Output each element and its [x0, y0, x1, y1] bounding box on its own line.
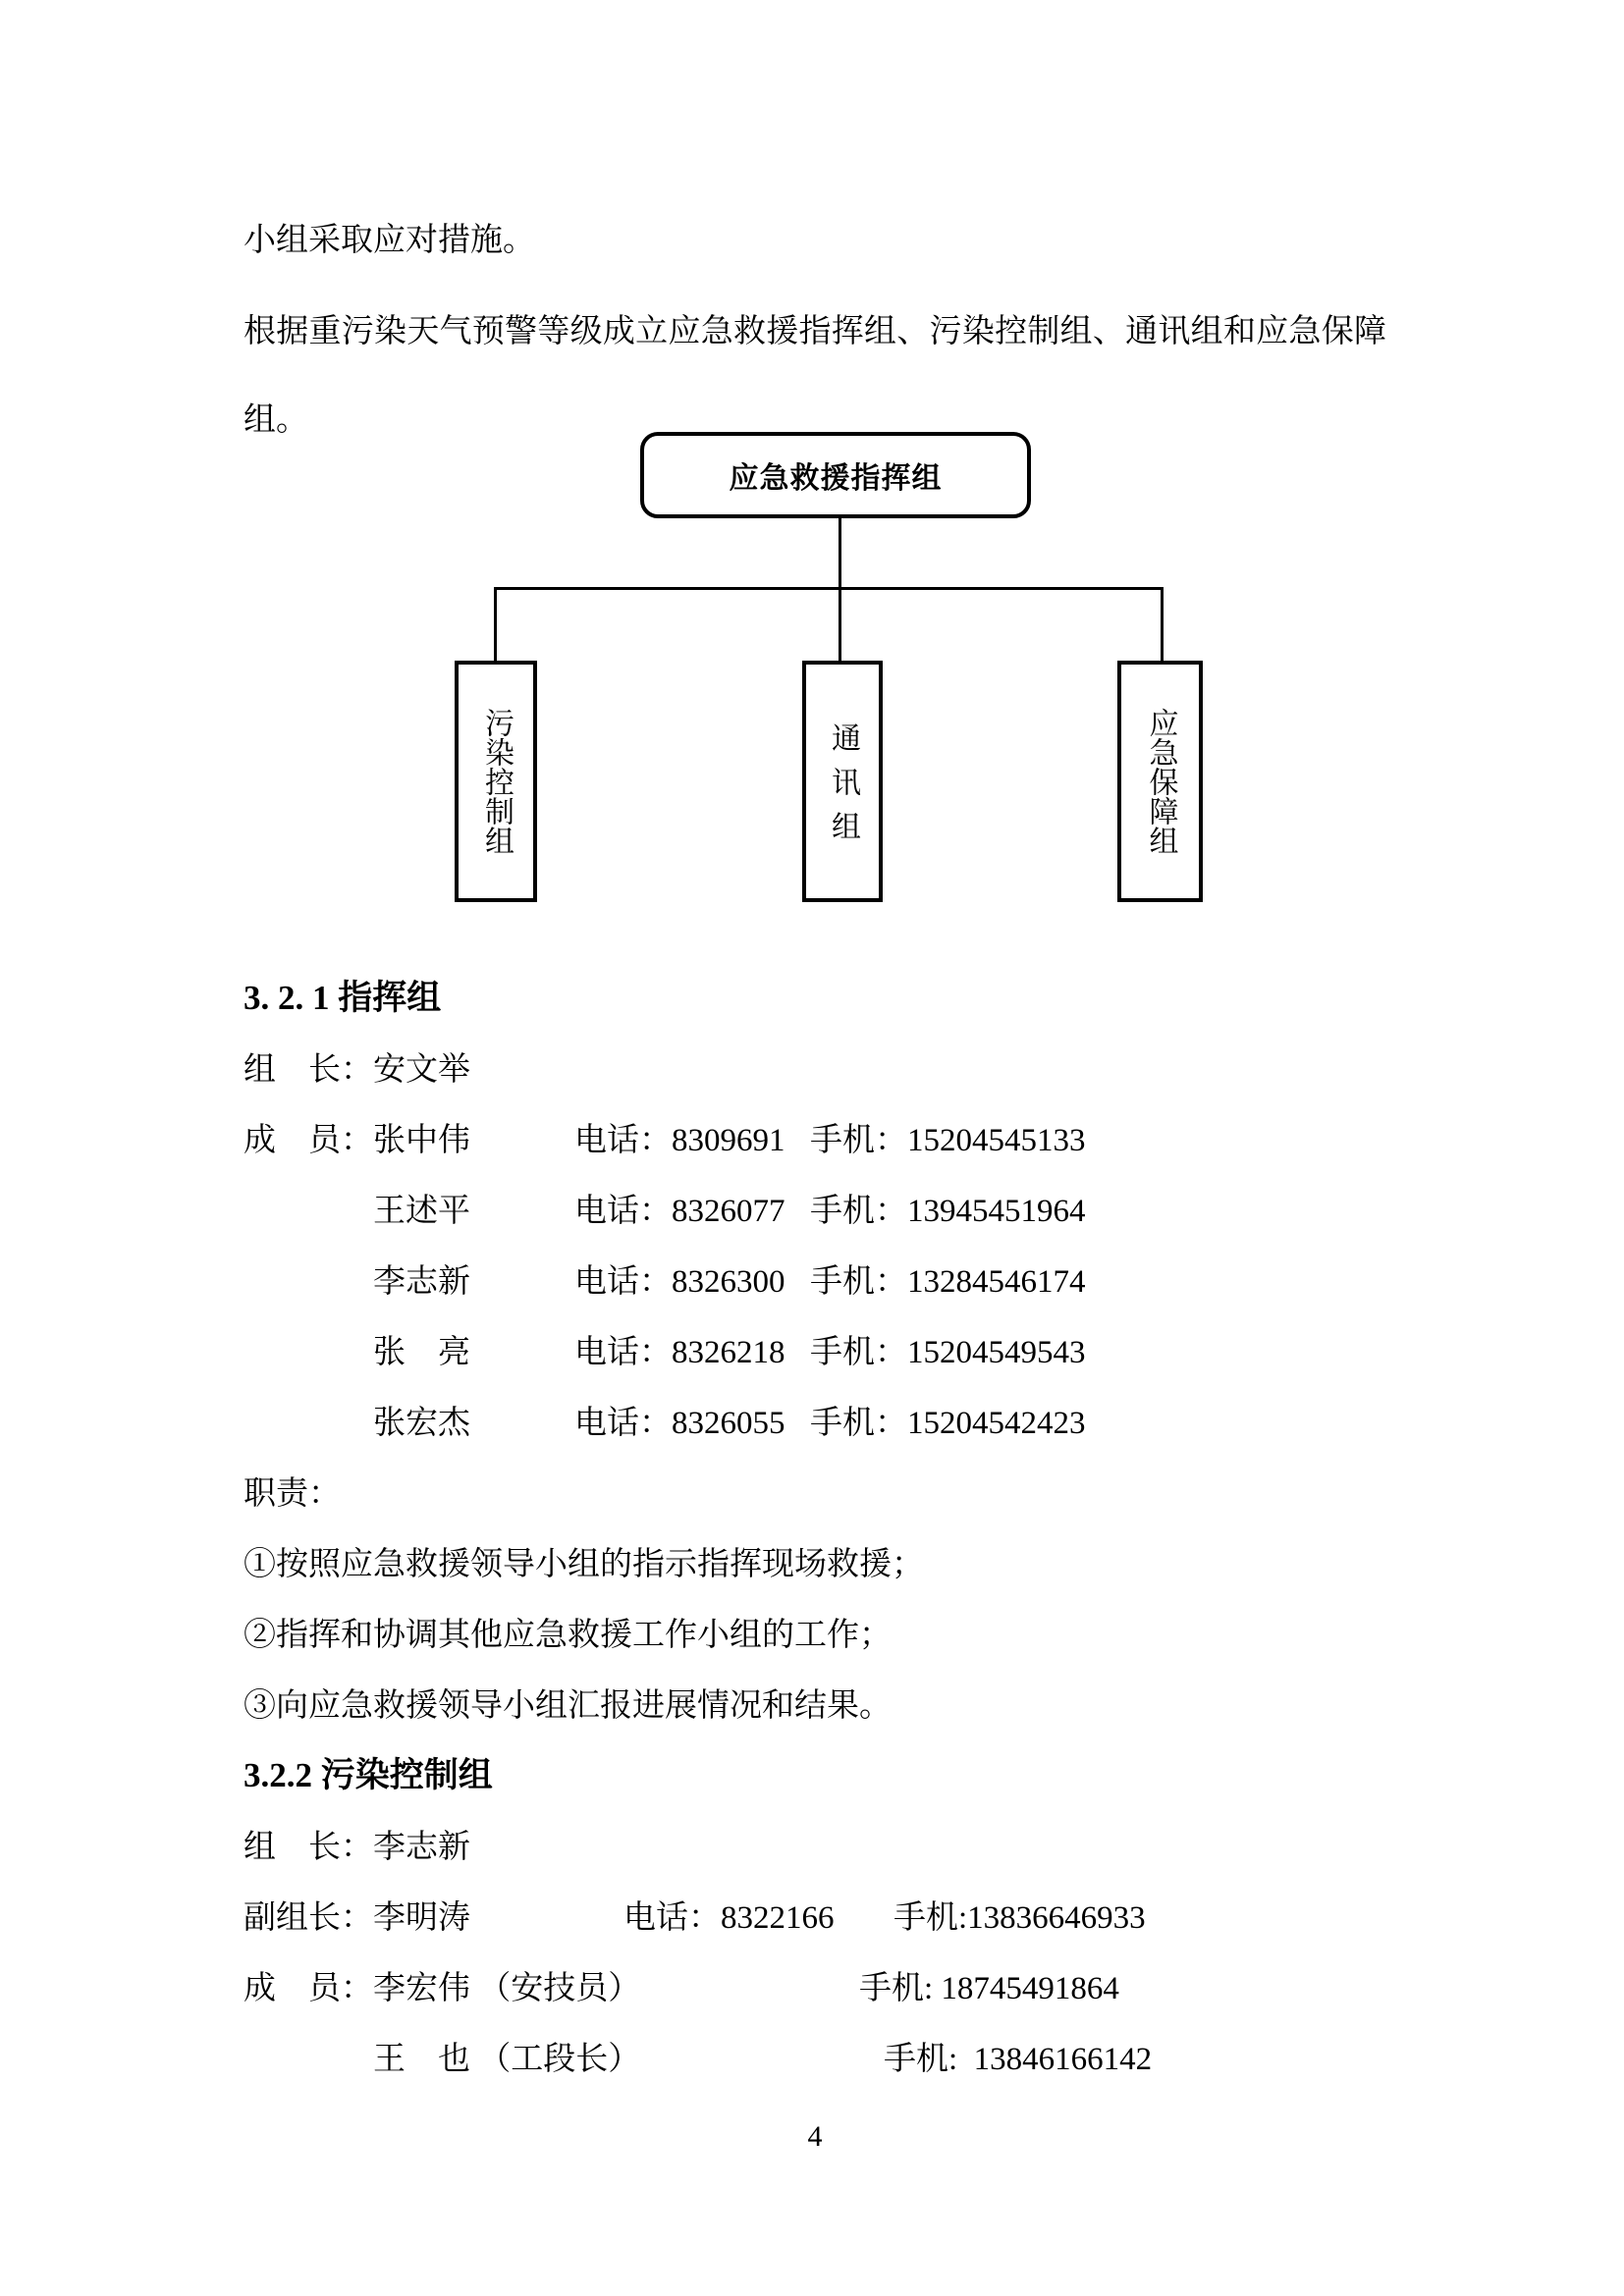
phone-number: 电话：8309691	[574, 1122, 785, 1158]
connector-drop-line	[839, 587, 841, 665]
contact-row	[244, 1172, 1386, 1243]
member-name: 李志新	[373, 1263, 470, 1300]
mobile-number: 手机：15204545133	[810, 1122, 1086, 1158]
contact-row	[244, 1384, 1386, 1455]
section-heading-text: 3.2.2 污染控制组	[244, 1756, 493, 1794]
member-name: 王 也 （工段长）	[373, 2041, 641, 2077]
connector-drop-line	[1161, 587, 1164, 665]
member-name: 张 亮	[373, 1334, 470, 1370]
mobile-number: 手机：13945451964	[810, 1193, 1086, 1229]
duty-row	[244, 1667, 1386, 1737]
mobile-number: 手机：15204549543	[810, 1334, 1086, 1370]
duty-item: ③向应急救援领导小组汇报进展情况和结果。	[244, 1687, 892, 1724]
intro-paragraph: 根据重污染天气预警等级成立应急救援指挥组、污染控制组、通讯组和应急保障组。	[244, 314, 1386, 438]
duty-row	[244, 1596, 1386, 1667]
phone-number: 电话：8322166	[623, 1899, 835, 1936]
connector-stem-line	[839, 518, 841, 590]
mobile-number: 手机: 18745491864	[859, 1970, 1119, 2006]
phone-number: 电话：8326077	[574, 1193, 785, 1229]
phone-number: 电话：8326300	[574, 1263, 785, 1300]
phone-number: 电话：8326055	[574, 1405, 785, 1441]
contact-row	[244, 1949, 1386, 2020]
member-name: 李明涛	[373, 1899, 470, 1936]
child-box-label: 污染控制组	[480, 708, 513, 855]
mobile-number: 手机：15204542423	[810, 1405, 1086, 1441]
mobile-number: 手机：13284546174	[810, 1263, 1086, 1300]
contact-row	[244, 1243, 1386, 1313]
section-heading	[244, 960, 1386, 1031]
phone-number: 电话：8326218	[574, 1334, 785, 1370]
connector-horizontal-line	[495, 587, 1164, 590]
role-label: 组 长：	[244, 1829, 373, 1865]
org-chart-child-box-emergency-support	[1117, 661, 1203, 902]
contact-row	[244, 2020, 1386, 2091]
role-label: 副组长：	[244, 1899, 373, 1936]
contact-row	[244, 1808, 1386, 1879]
intro-paragraph: 小组采取应对措施。	[244, 223, 535, 258]
role-label: 成 员：	[244, 1122, 373, 1158]
section-heading-text: 3. 2. 1 指挥组	[244, 979, 442, 1017]
duties-label: 职责：	[244, 1475, 341, 1512]
role-label: 组 长：	[244, 1051, 373, 1088]
org-chart-root-box	[640, 432, 1031, 518]
org-chart-child-box-communication	[802, 661, 883, 902]
member-name: 张中伟	[373, 1122, 470, 1158]
mobile-number: 手机: 13846166142	[884, 2041, 1153, 2077]
org-chart-child-box-pollution-control	[455, 661, 537, 902]
duty-item: ①按照应急救援领导小组的指示指挥现场救援；	[244, 1546, 924, 1582]
child-box-label: 通讯组	[827, 722, 859, 855]
member-name: 张宏杰	[373, 1405, 470, 1441]
member-name: 王述平	[373, 1193, 470, 1229]
contact-row	[244, 1101, 1386, 1172]
contact-row	[244, 1879, 1386, 1949]
member-name: 李宏伟 （安技员）	[373, 1970, 641, 2006]
contact-row	[244, 1313, 1386, 1384]
section-heading	[244, 1737, 1386, 1808]
contact-row	[244, 1031, 1386, 1101]
mobile-number: 手机:13836646933	[893, 1899, 1146, 1936]
org-chart-root-label: 应急救援指挥组	[729, 462, 943, 495]
member-name: 安文举	[373, 1051, 470, 1088]
page-number: 4	[807, 2120, 823, 2153]
duties-header-row	[244, 1455, 1386, 1525]
connector-drop-line	[494, 587, 497, 665]
role-label: 成 员：	[244, 1970, 373, 2006]
sections	[244, 960, 1386, 2091]
child-box-label: 应急保障组	[1144, 708, 1177, 855]
member-name: 李志新	[373, 1829, 470, 1865]
duty-item: ②指挥和协调其他应急救援工作小组的工作；	[244, 1617, 892, 1653]
duty-row	[244, 1525, 1386, 1596]
